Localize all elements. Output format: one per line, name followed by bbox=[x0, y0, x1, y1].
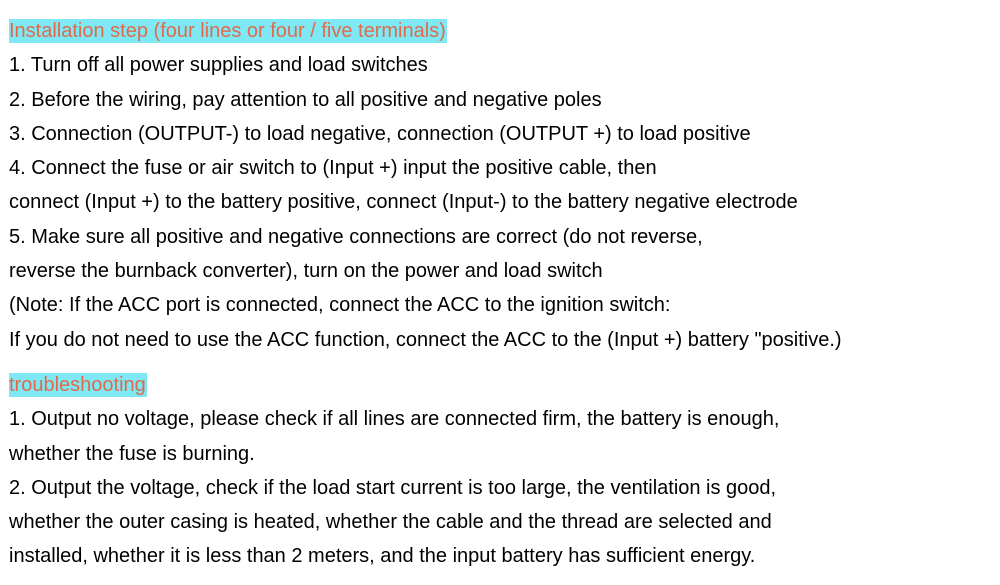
troubleshooting-item-2-continued: whether the outer casing is heated, whether the cable and the thread are selected and bbox=[9, 511, 772, 534]
document-page bbox=[9, 14, 994, 574]
troubleshooting-heading: troubleshooting bbox=[9, 373, 146, 396]
troubleshooting-heading-line bbox=[9, 368, 994, 402]
troubleshooting-item-1: 1. Output no voltage, please check if all lines are connected firm, the battery is enough, bbox=[9, 408, 780, 431]
installation-step-4: 4. Connect the fuse or air switch to (Input +) input the positive cable, then bbox=[9, 157, 657, 180]
installation-note: (Note: If the ACC port is connected, connect the ACC to the ignition switch: bbox=[9, 294, 671, 317]
installation-step-5-continued: reverse the burnback converter), turn on the power and load switch bbox=[9, 260, 603, 283]
installation-step-5: 5. Make sure all positive and negative connections are correct (do not reverse, bbox=[9, 225, 703, 248]
installation-step-2: 2. Before the wiring, pay attention to all positive and negative poles bbox=[9, 88, 602, 111]
installation-step-3: 3. Connection (OUTPUT-) to load negative, connection (OUTPUT +) to load positive bbox=[9, 122, 751, 145]
installation-heading-line bbox=[9, 14, 994, 48]
installation-note-continued: If you do not need to use the ACC function, connect the ACC to the (Input +) battery "positive.) bbox=[9, 328, 842, 351]
troubleshooting-item-2-end: installed, whether it is less than 2 meters, and the input battery has sufficient energy. bbox=[9, 545, 756, 568]
installation-heading: Installation step (four lines or four / five terminals) bbox=[9, 20, 446, 42]
installation-step-1: 1. Turn off all power supplies and load switches bbox=[9, 54, 428, 77]
troubleshooting-item-2: 2. Output the voltage, check if the load start current is too large, the ventilation is good, bbox=[9, 476, 777, 499]
troubleshooting-item-1-continued: whether the fuse is burning. bbox=[9, 442, 255, 465]
installation-step-4-continued: connect (Input +) to the battery positive, connect (Input-) to the battery negative electrode bbox=[9, 191, 798, 214]
section-gap bbox=[9, 357, 994, 368]
